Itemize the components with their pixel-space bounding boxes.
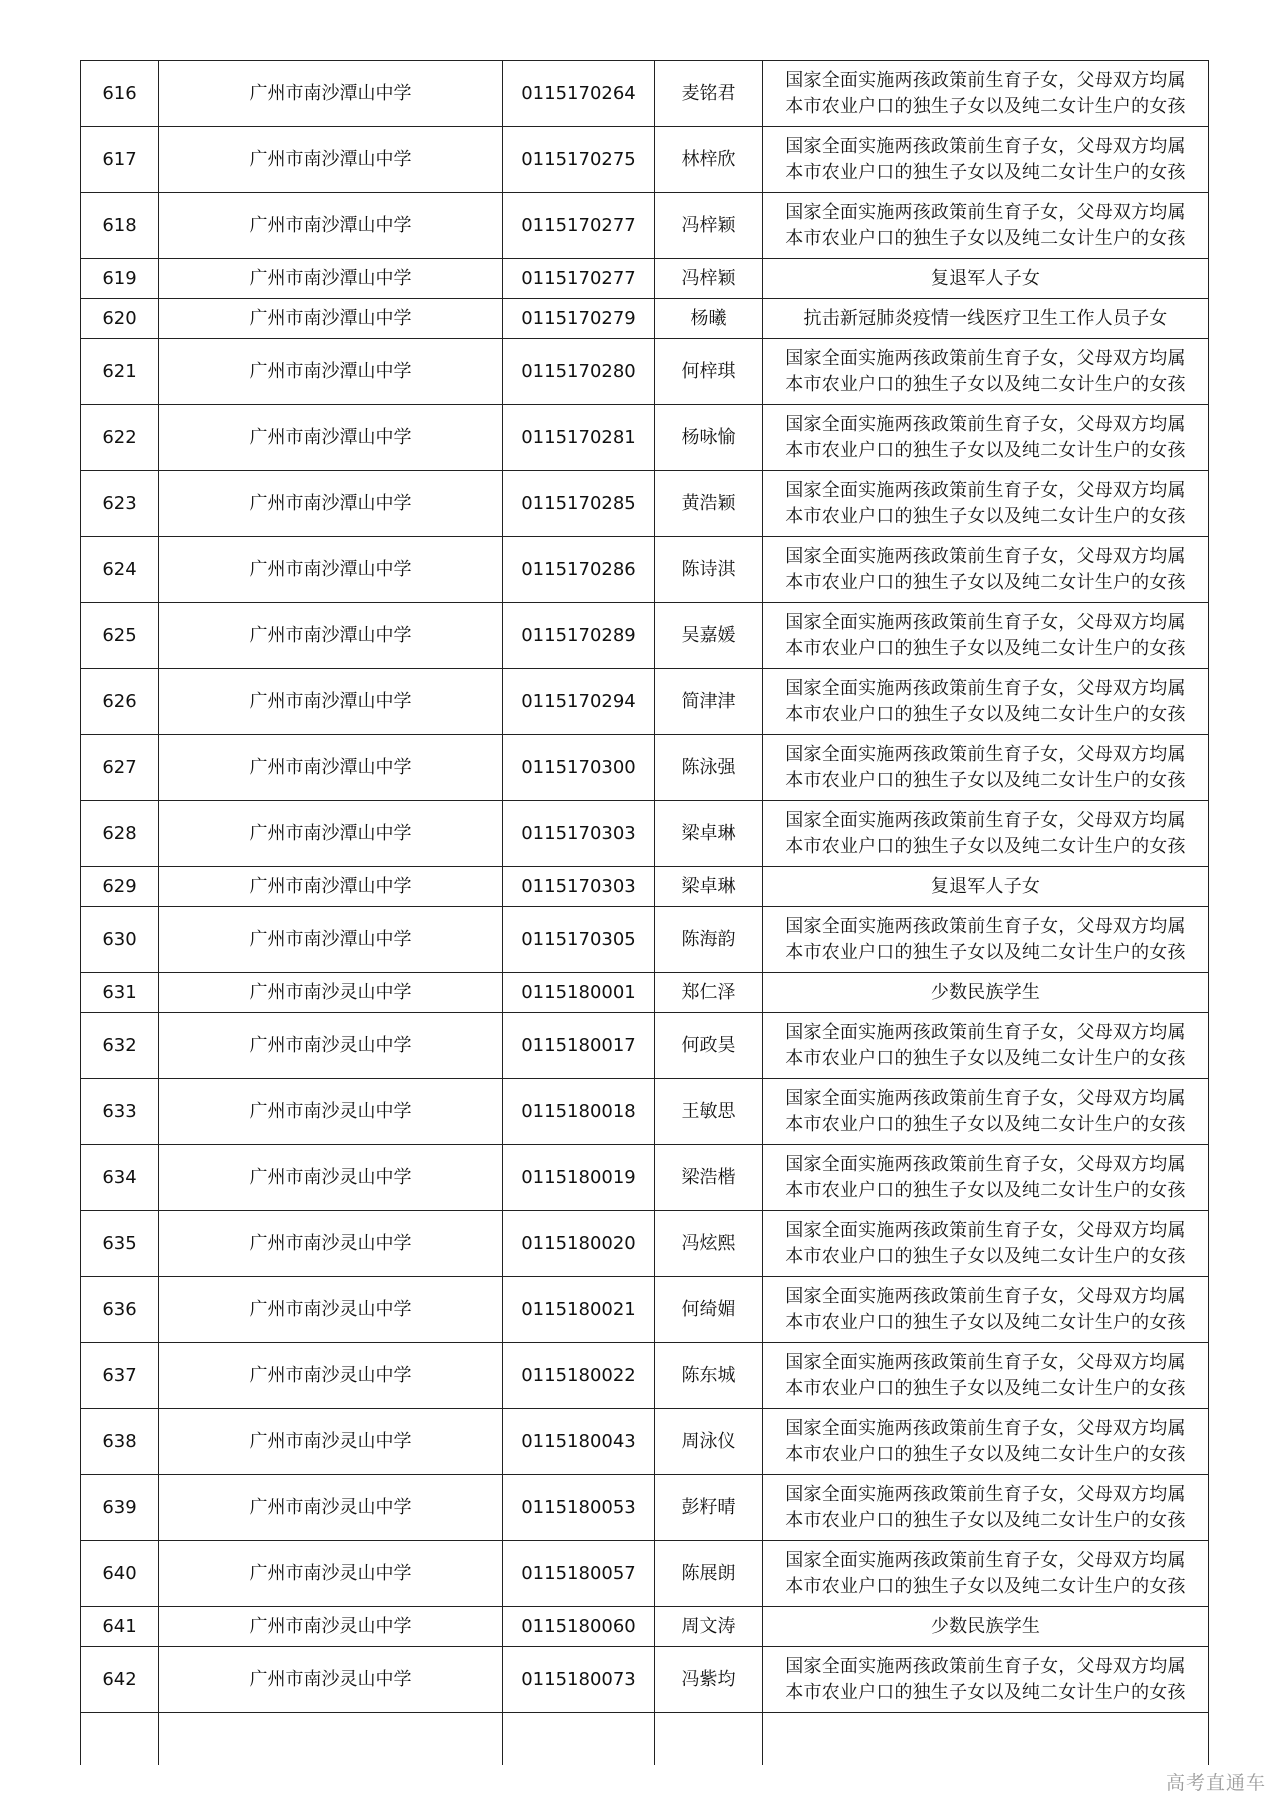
cell-student-name: 何政昊 bbox=[655, 1013, 763, 1079]
cell-number: 617 bbox=[81, 127, 159, 193]
cell-category bbox=[763, 1343, 1209, 1409]
category-line: 本市农业户口的独生子女以及纯二女计生户的女孩 bbox=[785, 95, 1186, 117]
cell-exam-id: 0115180020 bbox=[503, 1211, 655, 1277]
category-line: 复退军人子女 bbox=[930, 875, 1041, 897]
cell-exam-id: 0115170289 bbox=[503, 603, 655, 669]
category-line: 国家全面实施两孩政策前生育子女，父母双方均属 bbox=[785, 545, 1186, 567]
category-line: 国家全面实施两孩政策前生育子女，父母双方均属 bbox=[785, 479, 1186, 501]
cell-school: 广州市南沙潭山中学 bbox=[159, 259, 503, 299]
category-line: 国家全面实施两孩政策前生育子女，父母双方均属 bbox=[785, 1153, 1186, 1175]
cell-category bbox=[763, 299, 1209, 339]
cell-school: 广州市南沙潭山中学 bbox=[159, 669, 503, 735]
cell-student-name: 周文涛 bbox=[655, 1607, 763, 1647]
cell-exam-id: 0115180073 bbox=[503, 1647, 655, 1713]
cell-student-name: 黄浩颖 bbox=[655, 471, 763, 537]
table-row bbox=[81, 801, 1209, 867]
table-row-continued bbox=[81, 1713, 1209, 1765]
category-line: 国家全面实施两孩政策前生育子女，父母双方均属 bbox=[785, 611, 1186, 633]
cell-number: 625 bbox=[81, 603, 159, 669]
empty-cell bbox=[503, 1713, 655, 1765]
table-row bbox=[81, 669, 1209, 735]
cell-number: 631 bbox=[81, 973, 159, 1013]
cell-student-name: 郑仁泽 bbox=[655, 973, 763, 1013]
cell-student-name: 冯梓颖 bbox=[655, 193, 763, 259]
cell-student-name: 冯梓颖 bbox=[655, 259, 763, 299]
cell-school: 广州市南沙灵山中学 bbox=[159, 1607, 503, 1647]
cell-category bbox=[763, 471, 1209, 537]
cell-category bbox=[763, 339, 1209, 405]
cell-school: 广州市南沙灵山中学 bbox=[159, 1343, 503, 1409]
cell-exam-id: 0115170277 bbox=[503, 259, 655, 299]
cell-student-name: 陈诗淇 bbox=[655, 537, 763, 603]
table-row bbox=[81, 405, 1209, 471]
table-row bbox=[81, 1277, 1209, 1343]
cell-student-name: 陈泳强 bbox=[655, 735, 763, 801]
category-line: 国家全面实施两孩政策前生育子女，父母双方均属 bbox=[785, 135, 1186, 157]
cell-number: 638 bbox=[81, 1409, 159, 1475]
cell-exam-id: 0115180060 bbox=[503, 1607, 655, 1647]
cell-student-name: 彭籽晴 bbox=[655, 1475, 763, 1541]
category-line: 本市农业户口的独生子女以及纯二女计生户的女孩 bbox=[785, 227, 1186, 249]
cell-student-name: 吴嘉媛 bbox=[655, 603, 763, 669]
cell-category bbox=[763, 127, 1209, 193]
category-line: 国家全面实施两孩政策前生育子女，父母双方均属 bbox=[785, 347, 1186, 369]
category-line: 本市农业户口的独生子女以及纯二女计生户的女孩 bbox=[785, 1443, 1186, 1465]
category-line: 本市农业户口的独生子女以及纯二女计生户的女孩 bbox=[785, 637, 1186, 659]
cell-exam-id: 0115170286 bbox=[503, 537, 655, 603]
cell-school: 广州市南沙潭山中学 bbox=[159, 405, 503, 471]
cell-school: 广州市南沙潭山中学 bbox=[159, 471, 503, 537]
cell-number: 633 bbox=[81, 1079, 159, 1145]
cell-category bbox=[763, 867, 1209, 907]
cell-exam-id: 0115180021 bbox=[503, 1277, 655, 1343]
table-row bbox=[81, 603, 1209, 669]
cell-number: 619 bbox=[81, 259, 159, 299]
category-line: 本市农业户口的独生子女以及纯二女计生户的女孩 bbox=[785, 1377, 1186, 1399]
category-line: 国家全面实施两孩政策前生育子女，父母双方均属 bbox=[785, 1219, 1186, 1241]
cell-category bbox=[763, 603, 1209, 669]
empty-cell bbox=[159, 1713, 503, 1765]
table-row bbox=[81, 1475, 1209, 1541]
cell-category bbox=[763, 1647, 1209, 1713]
cell-category bbox=[763, 61, 1209, 127]
category-line: 国家全面实施两孩政策前生育子女，父母双方均属 bbox=[785, 413, 1186, 435]
category-line: 本市农业户口的独生子女以及纯二女计生户的女孩 bbox=[785, 941, 1186, 963]
cell-school: 广州市南沙灵山中学 bbox=[159, 1145, 503, 1211]
category-line: 复退军人子女 bbox=[930, 267, 1041, 289]
cell-school: 广州市南沙潭山中学 bbox=[159, 801, 503, 867]
cell-exam-id: 0115170294 bbox=[503, 669, 655, 735]
cell-exam-id: 0115180017 bbox=[503, 1013, 655, 1079]
cell-number: 639 bbox=[81, 1475, 159, 1541]
table-row bbox=[81, 127, 1209, 193]
table-row bbox=[81, 1647, 1209, 1713]
category-line: 本市农业户口的独生子女以及纯二女计生户的女孩 bbox=[785, 439, 1186, 461]
cell-school: 广州市南沙灵山中学 bbox=[159, 1211, 503, 1277]
category-line: 本市农业户口的独生子女以及纯二女计生户的女孩 bbox=[785, 1113, 1186, 1135]
cell-student-name: 陈海韵 bbox=[655, 907, 763, 973]
cell-school: 广州市南沙灵山中学 bbox=[159, 1647, 503, 1713]
cell-school: 广州市南沙潭山中学 bbox=[159, 735, 503, 801]
category-line: 国家全面实施两孩政策前生育子女，父母双方均属 bbox=[785, 1549, 1186, 1571]
cell-category bbox=[763, 1409, 1209, 1475]
cell-number: 628 bbox=[81, 801, 159, 867]
table-row bbox=[81, 1541, 1209, 1607]
table-row bbox=[81, 339, 1209, 405]
cell-student-name: 简津津 bbox=[655, 669, 763, 735]
cell-number: 622 bbox=[81, 405, 159, 471]
cell-school: 广州市南沙潭山中学 bbox=[159, 339, 503, 405]
cell-exam-id: 0115170305 bbox=[503, 907, 655, 973]
category-line: 国家全面实施两孩政策前生育子女，父母双方均属 bbox=[785, 1087, 1186, 1109]
category-line: 本市农业户口的独生子女以及纯二女计生户的女孩 bbox=[785, 571, 1186, 593]
cell-category bbox=[763, 907, 1209, 973]
cell-student-name: 梁浩楷 bbox=[655, 1145, 763, 1211]
cell-number: 627 bbox=[81, 735, 159, 801]
watermark-text: 高考直通车 bbox=[1165, 1772, 1266, 1794]
cell-student-name: 杨咏愉 bbox=[655, 405, 763, 471]
category-line: 本市农业户口的独生子女以及纯二女计生户的女孩 bbox=[785, 161, 1186, 183]
category-line: 本市农业户口的独生子女以及纯二女计生户的女孩 bbox=[785, 769, 1186, 791]
table-row bbox=[81, 735, 1209, 801]
cell-school: 广州市南沙潭山中学 bbox=[159, 61, 503, 127]
category-line: 国家全面实施两孩政策前生育子女，父母双方均属 bbox=[785, 677, 1186, 699]
cell-school: 广州市南沙潭山中学 bbox=[159, 127, 503, 193]
cell-number: 618 bbox=[81, 193, 159, 259]
table-row bbox=[81, 1145, 1209, 1211]
cell-exam-id: 0115180053 bbox=[503, 1475, 655, 1541]
category-line: 少数民族学生 bbox=[930, 1615, 1041, 1637]
category-line: 本市农业户口的独生子女以及纯二女计生户的女孩 bbox=[785, 703, 1186, 725]
cell-category bbox=[763, 1475, 1209, 1541]
cell-category bbox=[763, 193, 1209, 259]
cell-category bbox=[763, 1145, 1209, 1211]
table-row bbox=[81, 537, 1209, 603]
table-row bbox=[81, 193, 1209, 259]
category-line: 国家全面实施两孩政策前生育子女，父母双方均属 bbox=[785, 1483, 1186, 1505]
cell-student-name: 冯炫熙 bbox=[655, 1211, 763, 1277]
cell-student-name: 何绮媚 bbox=[655, 1277, 763, 1343]
cell-exam-id: 0115170281 bbox=[503, 405, 655, 471]
cell-category bbox=[763, 1013, 1209, 1079]
category-line: 国家全面实施两孩政策前生育子女，父母双方均属 bbox=[785, 1417, 1186, 1439]
empty-cell bbox=[655, 1713, 763, 1765]
cell-exam-id: 0115170303 bbox=[503, 867, 655, 907]
cell-category bbox=[763, 1607, 1209, 1647]
cell-school: 广州市南沙灵山中学 bbox=[159, 1541, 503, 1607]
roster-sheet bbox=[80, 60, 1208, 1765]
cell-number: 621 bbox=[81, 339, 159, 405]
cell-number: 634 bbox=[81, 1145, 159, 1211]
table-row bbox=[81, 867, 1209, 907]
cell-exam-id: 0115170280 bbox=[503, 339, 655, 405]
cell-school: 广州市南沙潭山中学 bbox=[159, 299, 503, 339]
table-row bbox=[81, 1211, 1209, 1277]
cell-number: 630 bbox=[81, 907, 159, 973]
cell-school: 广州市南沙潭山中学 bbox=[159, 603, 503, 669]
category-line: 少数民族学生 bbox=[930, 981, 1041, 1003]
table-row bbox=[81, 471, 1209, 537]
cell-student-name: 王敏思 bbox=[655, 1079, 763, 1145]
cell-number: 624 bbox=[81, 537, 159, 603]
table-row bbox=[81, 1343, 1209, 1409]
cell-student-name: 林梓欣 bbox=[655, 127, 763, 193]
cell-category bbox=[763, 259, 1209, 299]
cell-exam-id: 0115170303 bbox=[503, 801, 655, 867]
category-line: 国家全面实施两孩政策前生育子女，父母双方均属 bbox=[785, 69, 1186, 91]
cell-exam-id: 0115180057 bbox=[503, 1541, 655, 1607]
cell-category bbox=[763, 735, 1209, 801]
cell-school: 广州市南沙潭山中学 bbox=[159, 537, 503, 603]
category-line: 国家全面实施两孩政策前生育子女，父母双方均属 bbox=[785, 1655, 1186, 1677]
cell-category bbox=[763, 1277, 1209, 1343]
cell-number: 616 bbox=[81, 61, 159, 127]
category-line: 国家全面实施两孩政策前生育子女，父母双方均属 bbox=[785, 1021, 1186, 1043]
cell-number: 623 bbox=[81, 471, 159, 537]
table-row bbox=[81, 299, 1209, 339]
cell-exam-id: 0115170275 bbox=[503, 127, 655, 193]
category-line: 本市农业户口的独生子女以及纯二女计生户的女孩 bbox=[785, 373, 1186, 395]
cell-exam-id: 0115180022 bbox=[503, 1343, 655, 1409]
cell-exam-id: 0115180018 bbox=[503, 1079, 655, 1145]
cell-school: 广州市南沙灵山中学 bbox=[159, 1079, 503, 1145]
table-row bbox=[81, 1607, 1209, 1647]
category-line: 本市农业户口的独生子女以及纯二女计生户的女孩 bbox=[785, 1575, 1186, 1597]
cell-number: 626 bbox=[81, 669, 159, 735]
table-row bbox=[81, 1079, 1209, 1145]
cell-school: 广州市南沙潭山中学 bbox=[159, 867, 503, 907]
table-row bbox=[81, 907, 1209, 973]
cell-exam-id: 0115170285 bbox=[503, 471, 655, 537]
cell-school: 广州市南沙潭山中学 bbox=[159, 907, 503, 973]
student-list-table bbox=[80, 60, 1209, 1765]
cell-number: 642 bbox=[81, 1647, 159, 1713]
category-line: 国家全面实施两孩政策前生育子女，父母双方均属 bbox=[785, 809, 1186, 831]
cell-number: 637 bbox=[81, 1343, 159, 1409]
cell-student-name: 杨曦 bbox=[655, 299, 763, 339]
cell-category bbox=[763, 1541, 1209, 1607]
cell-number: 629 bbox=[81, 867, 159, 907]
cell-school: 广州市南沙潭山中学 bbox=[159, 193, 503, 259]
cell-school: 广州市南沙灵山中学 bbox=[159, 973, 503, 1013]
table-row bbox=[81, 1013, 1209, 1079]
category-line: 本市农业户口的独生子女以及纯二女计生户的女孩 bbox=[785, 1245, 1186, 1267]
cell-school: 广州市南沙灵山中学 bbox=[159, 1013, 503, 1079]
cell-student-name: 冯紫均 bbox=[655, 1647, 763, 1713]
cell-student-name: 麦铭君 bbox=[655, 61, 763, 127]
category-line: 本市农业户口的独生子女以及纯二女计生户的女孩 bbox=[785, 505, 1186, 527]
cell-exam-id: 0115170279 bbox=[503, 299, 655, 339]
cell-category bbox=[763, 973, 1209, 1013]
cell-student-name: 何梓琪 bbox=[655, 339, 763, 405]
cell-number: 636 bbox=[81, 1277, 159, 1343]
table-body bbox=[81, 61, 1209, 1765]
cell-student-name: 陈东城 bbox=[655, 1343, 763, 1409]
cell-number: 640 bbox=[81, 1541, 159, 1607]
cell-exam-id: 0115170300 bbox=[503, 735, 655, 801]
cell-exam-id: 0115180001 bbox=[503, 973, 655, 1013]
category-line: 国家全面实施两孩政策前生育子女，父母双方均属 bbox=[785, 1285, 1186, 1307]
cell-number: 632 bbox=[81, 1013, 159, 1079]
cell-number: 635 bbox=[81, 1211, 159, 1277]
category-line: 国家全面实施两孩政策前生育子女，父母双方均属 bbox=[785, 1351, 1186, 1373]
empty-cell bbox=[763, 1713, 1209, 1765]
category-line: 本市农业户口的独生子女以及纯二女计生户的女孩 bbox=[785, 1047, 1186, 1069]
cell-category bbox=[763, 537, 1209, 603]
cell-student-name: 梁卓琳 bbox=[655, 801, 763, 867]
empty-cell bbox=[81, 1713, 159, 1765]
category-line: 本市农业户口的独生子女以及纯二女计生户的女孩 bbox=[785, 1509, 1186, 1531]
cell-student-name: 梁卓琳 bbox=[655, 867, 763, 907]
category-line: 本市农业户口的独生子女以及纯二女计生户的女孩 bbox=[785, 1311, 1186, 1333]
category-line: 本市农业户口的独生子女以及纯二女计生户的女孩 bbox=[785, 1681, 1186, 1703]
cell-category bbox=[763, 1211, 1209, 1277]
cell-exam-id: 0115180043 bbox=[503, 1409, 655, 1475]
cell-school: 广州市南沙灵山中学 bbox=[159, 1277, 503, 1343]
table-row bbox=[81, 973, 1209, 1013]
category-line: 国家全面实施两孩政策前生育子女，父母双方均属 bbox=[785, 201, 1186, 223]
table-row bbox=[81, 259, 1209, 299]
table-row bbox=[81, 61, 1209, 127]
cell-school: 广州市南沙灵山中学 bbox=[159, 1409, 503, 1475]
cell-student-name: 周泳仪 bbox=[655, 1409, 763, 1475]
cell-exam-id: 0115170277 bbox=[503, 193, 655, 259]
cell-exam-id: 0115170264 bbox=[503, 61, 655, 127]
category-line: 本市农业户口的独生子女以及纯二女计生户的女孩 bbox=[785, 835, 1186, 857]
cell-school: 广州市南沙灵山中学 bbox=[159, 1475, 503, 1541]
cell-exam-id: 0115180019 bbox=[503, 1145, 655, 1211]
category-line: 国家全面实施两孩政策前生育子女，父母双方均属 bbox=[785, 915, 1186, 937]
category-line: 本市农业户口的独生子女以及纯二女计生户的女孩 bbox=[785, 1179, 1186, 1201]
table-row bbox=[81, 1409, 1209, 1475]
category-line: 国家全面实施两孩政策前生育子女，父母双方均属 bbox=[785, 743, 1186, 765]
cell-category bbox=[763, 1079, 1209, 1145]
cell-category bbox=[763, 801, 1209, 867]
cell-number: 641 bbox=[81, 1607, 159, 1647]
cell-category bbox=[763, 405, 1209, 471]
cell-number: 620 bbox=[81, 299, 159, 339]
cell-student-name: 陈展朗 bbox=[655, 1541, 763, 1607]
category-line: 抗击新冠肺炎疫情一线医疗卫生工作人员子女 bbox=[803, 307, 1168, 329]
cell-category bbox=[763, 669, 1209, 735]
